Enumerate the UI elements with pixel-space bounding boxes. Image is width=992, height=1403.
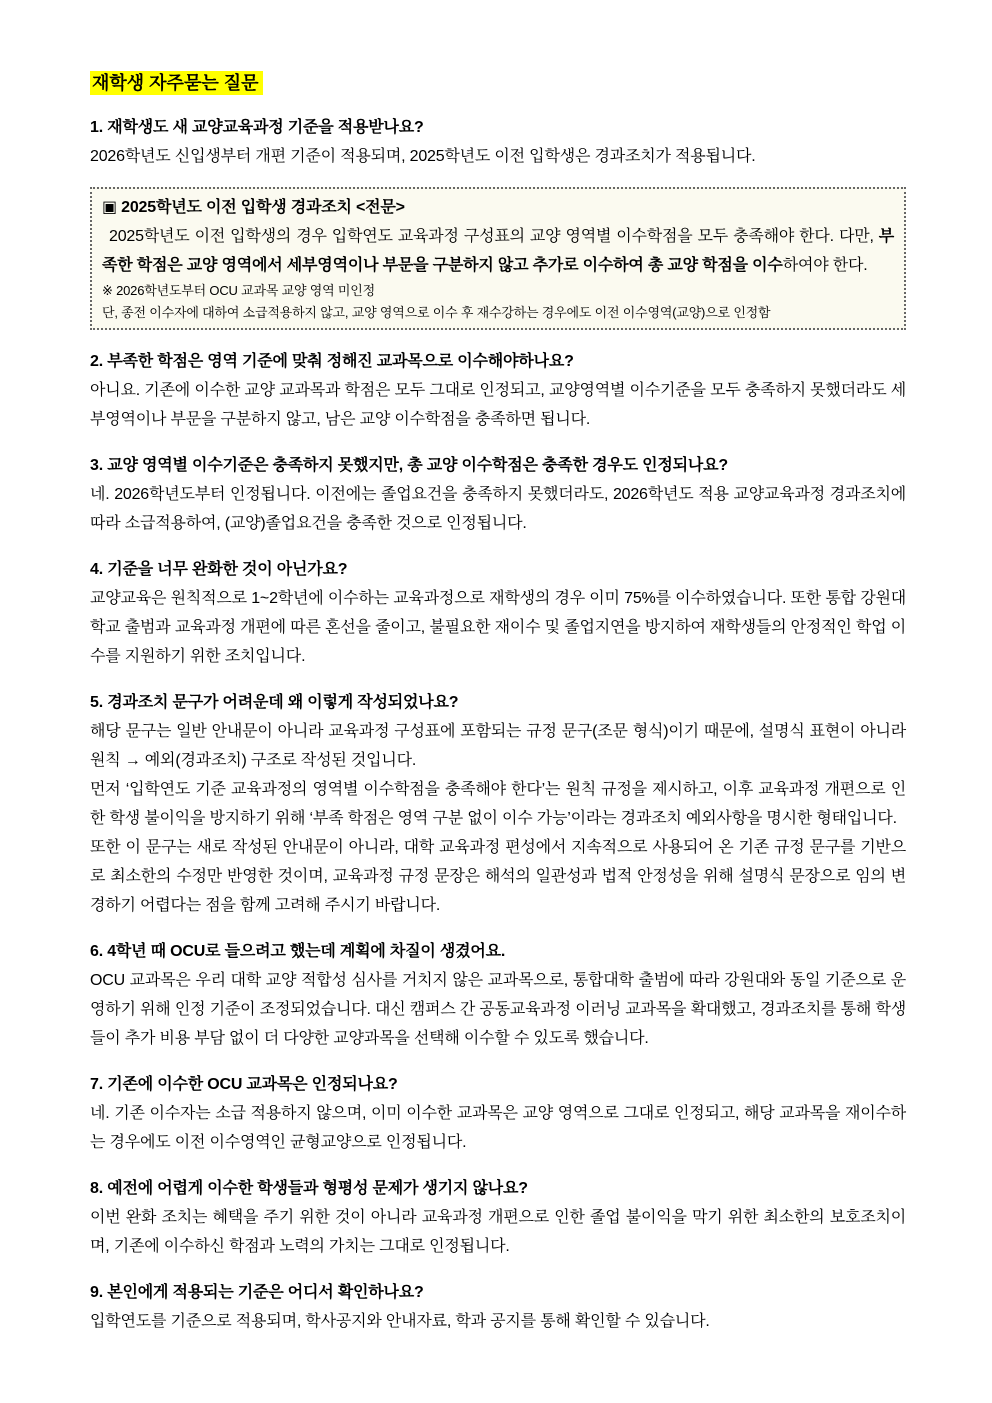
faq-question: 2. 부족한 학점은 영역 기준에 맞춰 정해진 교과목으로 이수해야하나요? [90, 353, 574, 370]
faq-item-9 [90, 1278, 906, 1336]
faq-answer: 이번 완화 조치는 혜택을 주기 위한 것이 아니라 교육과정 개편으로 인한 졸업 불이익을 막기 위한 최소한의 보호조치이며, 기존에 이수하신 학점과 노력의 가치는 그대로 인정됩니다. [90, 1209, 906, 1255]
title-highlight: 재학생 자주묻는 질문 [90, 71, 263, 95]
faq-item-7 [90, 1070, 906, 1157]
notice-box-body-suffix: 하여야 한다. [782, 257, 868, 274]
notice-box-note-2: 단, 종전 이수자에 대하여 소급적용하지 않고, 교양 영역으로 이수 후 재수강하는 경우에도 이전 이수영역(교양)으로 인정함 [102, 305, 771, 320]
faq-item-1 [90, 113, 906, 330]
faq-answer: 아니요. 기존에 이수한 교양 교과목과 학점은 모두 그대로 인정되고, 교양영역별 이수기준을 모두 충족하지 못했더라도 세부영역이나 부문을 구분하지 않고, 남은 교양 이수학점을 충족하면 됩니다. [90, 382, 906, 428]
faq-answer: OCU 교과목은 우리 대학 교양 적합성 심사를 거치지 않은 교과목으로, 통합대학 출범에 따라 강원대와 동일 기준으로 운영하기 위해 인정 기준이 조정되었습니다. 대신 캠퍼스 간 공동교육과정 이러닝 교과목을 확대했고, 경과조치를 통해 학생들이 추가 비용 부담 없이 더 다양한 교양과목을 선택해 이수할 수 있도록 했습니다. [90, 972, 906, 1047]
faq-answer: 입학연도를 기준으로 적용되며, 학사공지와 안내자료, 학과 공지를 통해 확인할 수 있습니다. [90, 1313, 710, 1330]
page-title [90, 70, 906, 96]
notice-box-title: ▣ 2025학년도 이전 입학생 경과조치 <전문> [102, 199, 405, 216]
faq-answer: 2026학년도 신입생부터 개편 기준이 적용되며, 2025학년도 이전 입학생은 경과조치가 적용됩니다. [90, 148, 756, 165]
faq-answer: 또한 이 문구는 새로 작성된 안내문이 아니라, 대학 교육과정 편성에서 지속적으로 사용되어 온 기존 규정 문구를 기반으로 최소한의 수정만 반영한 것이며, 교육과정 규정 문장은 해석의 일관성과 법적 안정성을 위해 설명식 문장으로 임의 변경하기 어렵다는 점을 함께 고려해 주시기 바랍니다. [90, 839, 906, 914]
faq-question: 4. 기준을 너무 완화한 것이 아닌가요? [90, 561, 348, 578]
faq-question: 3. 교양 영역별 이수기준은 충족하지 못했지만, 총 교양 이수학점은 충족한 경우도 인정되나요? [90, 457, 728, 474]
faq-item-4 [90, 555, 906, 671]
faq-item-3 [90, 451, 906, 538]
faq-answer: 해당 문구는 일반 안내문이 아니라 교육과정 구성표에 포함되는 규정 문구(조문 형식)이기 때문에, 설명식 표현이 아니라 원칙 → 예외(경과조치) 구조로 작성된 것입니다. [90, 723, 906, 769]
faq-question: 5. 경과조치 문구가 어려운데 왜 이렇게 작성되었나요? [90, 694, 459, 711]
notice-box-body [102, 222, 894, 280]
faq-answer: 네. 기존 이수자는 소급 적용하지 않으며, 이미 이수한 교과목은 교양 영역으로 그대로 인정되고, 해당 교과목을 재이수하는 경우에도 이전 이수영역인 균형교양으로 인정됩니다. [90, 1105, 906, 1151]
faq-item-6 [90, 937, 906, 1053]
faq-item-5 [90, 688, 906, 920]
faq-item-8 [90, 1174, 906, 1261]
faq-item-2 [90, 347, 906, 434]
faq-question: 1. 재학생도 새 교양교육과정 기준을 적용받나요? [90, 119, 424, 136]
notice-box-body-bold: 부족한 학점은 교양 영역에서 세부영역이나 부문을 구분하지 않고 추가로 이수하여 총 교양 학점을 이수 [102, 228, 894, 274]
notice-box [90, 187, 906, 330]
faq-question: 9. 본인에게 적용되는 기준은 어디서 확인하나요? [90, 1284, 424, 1301]
faq-answer: 먼저 ‘입학연도 기준 교육과정의 영역별 이수학점을 충족해야 한다’는 원칙 규정을 제시하고, 이후 교육과정 개편으로 인한 학생 불이익을 방지하기 위해 ‘부족 학점은 영역 구분 없이 이수 가능’이라는 경과조치 예외사항을 명시한 형태입니다. [90, 781, 906, 827]
faq-question: 6. 4학년 때 OCU로 들으려고 했는데 계획에 차질이 생겼어요. [90, 943, 506, 960]
notice-box-body-prefix: 2025학년도 이전 입학생의 경우 입학연도 교육과정 구성표의 교양 영역별 이수학점을 모두 충족해야 한다. 다만, [109, 228, 879, 245]
faq-answer: 교양교육은 원칙적으로 1~2학년에 이수하는 교육과정으로 재학생의 경우 이미 75%를 이수하였습니다. 또한 통합 강원대학교 출범과 교육과정 개편에 따른 혼선을 줄이고, 불필요한 재이수 및 졸업지연을 방지하여 재학생들의 안정적인 학업 이수를 지원하기 위한 조치입니다. [90, 590, 906, 665]
faq-question: 8. 예전에 어렵게 이수한 학생들과 형평성 문제가 생기지 않나요? [90, 1180, 528, 1197]
faq-question: 7. 기존에 이수한 OCU 교과목은 인정되나요? [90, 1076, 398, 1093]
notice-box-note-1: ※ 2026학년도부터 OCU 교과목 교양 영역 미인정 [102, 283, 375, 298]
faq-answer: 네. 2026학년도부터 인정됩니다. 이전에는 졸업요건을 충족하지 못했더라도, 2026학년도 적용 교양교육과정 경과조치에 따라 소급적용하여, (교양)졸업요건을 충족한 것으로 인정됩니다. [90, 486, 906, 532]
